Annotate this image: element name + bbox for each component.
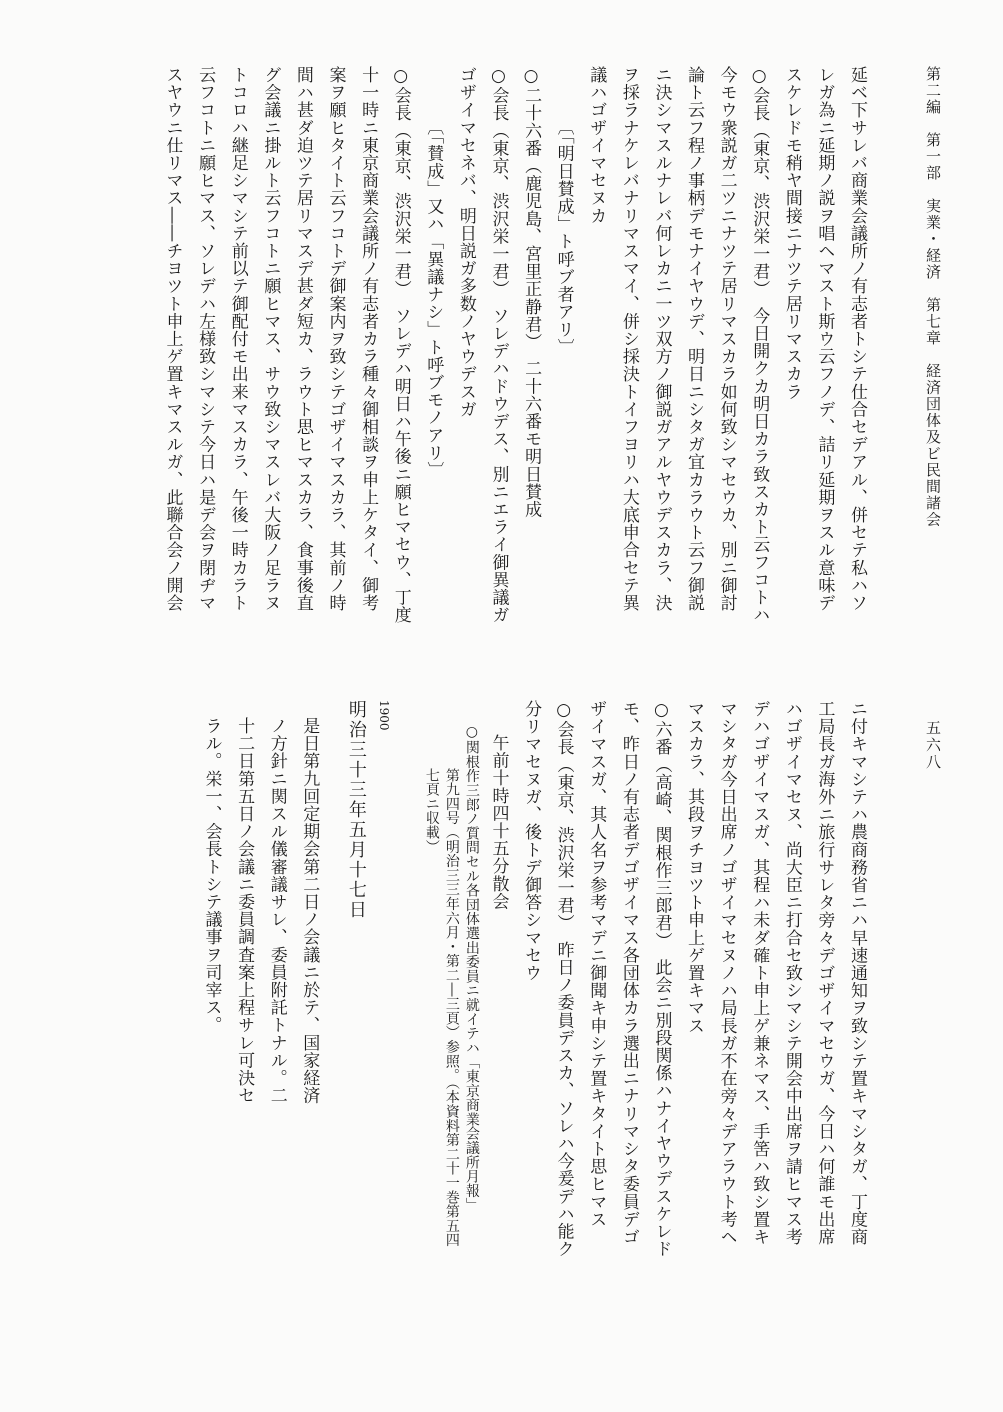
text-line: 間ハ甚ダ迫ツテ居リマスデ甚ダ短カ、ラウト思ヒマスカラ、食事後直	[292, 66, 313, 612]
speaker-line: ○二十六番（鹿児島、宮里正静君） 二十六番モ明日賛成	[521, 66, 542, 519]
text-line: マシタガ今日出席ノゴザイマセヌノハ局長ガ不在旁々デアラウト考ヘ	[716, 700, 737, 1246]
text-line: 案ヲ願ヒタイト云フコトデ御案内ヲ致シテゴザイマスカラ、其前ノ時	[325, 66, 346, 612]
text-line: 云フコトニ願ヒマス、ソレデハ左様致シマシテ今日ハ是デ会ヲ閉ヂマ	[195, 66, 216, 612]
text-line: スケレドモ稍ヤ間接ニナツテ居リマスカラ	[781, 66, 802, 401]
text-line: デハゴザイマスガ、其程ハ未ダ確ト申上ゲ兼ネマス、手筈ハ致シ置キ	[749, 700, 770, 1246]
year-numeral: 1900	[376, 700, 391, 731]
text-line: ヲ採ラナケレバナリマスマイ、併シ採決トイフヨリハ大底申合セテ異	[618, 66, 639, 612]
lower-text-block	[63, 700, 873, 1340]
upper-text-block	[63, 66, 873, 666]
text-line: グ会議ニ掛ルト云フコトニ願ヒマス、サウ致シマスレバ大阪ノ足ラヌ	[260, 66, 281, 612]
speaker-line: ○会長（東京、渋沢栄一君） ソレデハドウデス、別ニエライ御異議ガ	[488, 66, 509, 624]
adjournment-line: 午前十時四十五分散会	[488, 734, 509, 910]
speaker-line: ○会長（東京、渋沢栄一君） ソレデハ明日ハ午後ニ願ヒマセウ、丁度	[390, 66, 411, 624]
stage-direction: 〔「賛成」又ハ「異議ナシ」ト呼ブモノアリ〕	[423, 118, 444, 480]
text-line: 分リマセヌガ、後トデ御答シマセウ	[521, 700, 542, 982]
editorial-note-line: 第九四号（明治三三年六月・第二―三頁）参照。（本資料第二十一巻第五四	[443, 768, 460, 1248]
text-line: 十一時ニ東京商業会議所ノ有志者カラ種々御相談ヲ申上ケタイ、御考	[358, 66, 379, 612]
text-line: 工局長ガ海外ニ旅行サレタ旁々デゴザイマセウガ、今日ハ何誰モ出席	[814, 700, 835, 1246]
text-line: ニ決シマスルナレバ何レカニ一ツ双方ノ御説ガアルヤウデスカラ、決	[651, 66, 672, 612]
speaker-line: ○会長（東京、渋沢栄一君） 昨日ノ委員デスカ、ソレハ今爰デハ能ク	[553, 700, 574, 1258]
entry-body-line: ラル。栄一、会長トシテ議事ヲ司宰ス。	[201, 717, 222, 1034]
page-number: 五六八	[924, 720, 942, 771]
text-line: 論ト云フ程ノ事柄デモナイヤウデ、明日ニシタガ宜カラウト云フ御説	[684, 66, 705, 612]
speaker-line: ○六番（高崎、関根作三郎君） 此会ニ別段関係ハナイヤウデスケレド	[651, 700, 672, 1258]
text-line: ゴザイマセネバ、明日説ガ多数ノヤウデスガ	[455, 66, 476, 418]
text-line: マスカラ、其段ヲチヨツト申上ゲ置キマス	[684, 700, 705, 1035]
text-line: 議ハゴザイマセヌカ	[586, 66, 607, 225]
entry-body-line: 十二日第五日ノ会議ニ委員調査案上程サレ可決セ	[234, 717, 255, 1105]
text-line: レガ為ニ延期ノ説ヲ唱ヘマスト斯ウ云フノデ、詰リ延期ヲスル意味デ	[814, 66, 835, 612]
text-line: ザイマスガ、其人名ヲ参考マデニ御聞キ申シテ置キタイト思ヒマス	[586, 700, 607, 1228]
entry-body-line: 是日第九回定期会第二日ノ会議ニ於テ、国家経済	[299, 717, 320, 1105]
entry-date: 明治三十三年五月十七日	[345, 700, 367, 920]
speaker-line: ○会長（東京、渋沢栄一君） 今日開クカ明日カラ致スカト云フコトハ	[749, 66, 770, 624]
text-line: 今モウ衆説ガ二ツニナツテ居リマスカラ如何致シマセウカ、別ニ御討	[716, 66, 737, 612]
editorial-note-line: 七頁ニ収載）	[423, 768, 440, 854]
text-line: トコロハ継足シマシテ前以テ御配付モ出来マスカラ、午後一時カラト	[227, 66, 248, 612]
text-line: モ、昨日ノ有志者デゴザイマス各団体カラ選出ニナリマシタ委員デゴ	[618, 700, 639, 1246]
text-line: ハゴザイマセヌ、尚大臣ニ打合セ致シマシテ開会中出席ヲ請ヒマス考	[781, 700, 802, 1246]
editorial-note-line: ○関根作三郎ノ質問セル各団体選出委員ニ就イテハ「東京商業会議所月報」	[463, 724, 480, 1213]
text-line: ニ付キマシテハ農商務省ニハ早速通知ヲ致シテ置キマシタガ、丁度商	[847, 700, 867, 1246]
running-header: 第二編 第一部 実業・経済 第七章 経済団体及ビ民間諸会	[924, 66, 942, 528]
text-line: 延ベ下サレバ商業会議所ノ有志者トシテ仕合セデアル、併セテ私ハソ	[847, 66, 867, 612]
text-line: スヤウニ仕リマス――チヨツト申上ゲ置キマスルガ、此聯合会ノ開会	[162, 66, 183, 612]
entry-body-line: ノ方針ニ関スル儀審議サレ、委員附託トナル。二	[266, 717, 287, 1105]
stage-direction: 〔「明日賛成」ト呼ブ者アリ〕	[553, 118, 574, 356]
